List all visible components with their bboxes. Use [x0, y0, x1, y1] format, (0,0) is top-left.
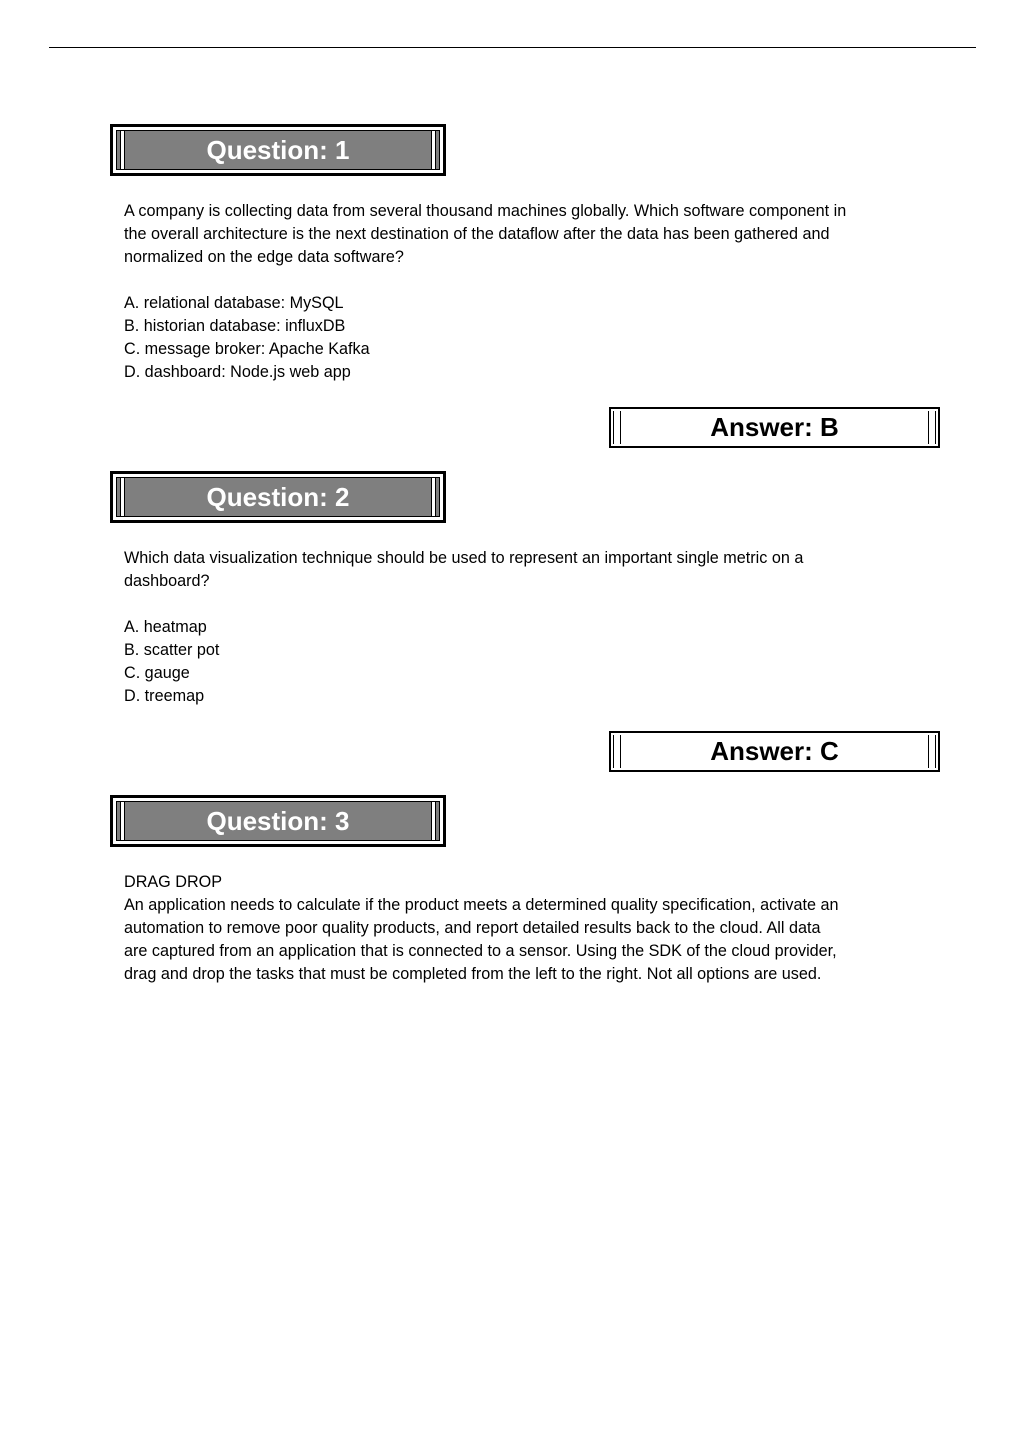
- question-3-title: Question: 3: [206, 805, 350, 836]
- question-2-options: [124, 616, 219, 708]
- question-2-text-line: dashboard?: [124, 572, 210, 591]
- question-3-text-line: drag and drop the tasks that must be completed from the left to the right. Not all options are used.: [124, 965, 822, 984]
- question-1-answer-box: [609, 407, 940, 448]
- question-3-header: [110, 795, 446, 847]
- question-1-answer: Answer: B: [710, 412, 839, 442]
- question-3-text: [124, 871, 924, 986]
- question-2-header: [110, 471, 446, 523]
- question-1-text-line: normalized on the edge data software?: [124, 248, 404, 267]
- option-c: C. gauge: [124, 664, 190, 683]
- top-rule: [49, 47, 976, 48]
- question-3-text-line: automation to remove poor quality products, and report detailed results back to the cloud. All data: [124, 919, 821, 938]
- question-2-title: Question: 2: [206, 481, 350, 512]
- option-b: B. historian database: influxDB: [124, 317, 346, 336]
- option-d: D. treemap: [124, 687, 205, 706]
- option-a: A. heatmap: [124, 618, 207, 636]
- question-1-text: [124, 200, 924, 269]
- question-1-header: [110, 124, 446, 176]
- question-3-text-line: are captured from an application that is connected to a sensor. Using the SDK of the cloud provider,: [124, 942, 837, 961]
- question-1-text-line: A company is collecting data from several thousand machines globally. Which software component in: [124, 202, 847, 220]
- question-1-title: Question: 1: [206, 134, 350, 165]
- question-2-answer: Answer: C: [710, 736, 839, 766]
- question-2-answer-box: [609, 731, 940, 772]
- question-2-text: [124, 547, 924, 593]
- question-1-options: [124, 292, 370, 384]
- option-c: C. message broker: Apache Kafka: [124, 340, 370, 359]
- question-1-text-line: the overall architecture is the next destination of the dataflow after the data has been gathered and: [124, 225, 830, 244]
- question-3-text-line: DRAG DROP: [124, 873, 223, 891]
- option-a: A. relational database: MySQL: [124, 294, 344, 312]
- option-d: D. dashboard: Node.js web app: [124, 363, 351, 382]
- question-2-text-line: Which data visualization technique should be used to represent an important single metric on a: [124, 549, 804, 567]
- option-b: B. scatter pot: [124, 641, 220, 660]
- question-3-text-line: An application needs to calculate if the product meets a determined quality specification, activate an: [124, 896, 839, 915]
